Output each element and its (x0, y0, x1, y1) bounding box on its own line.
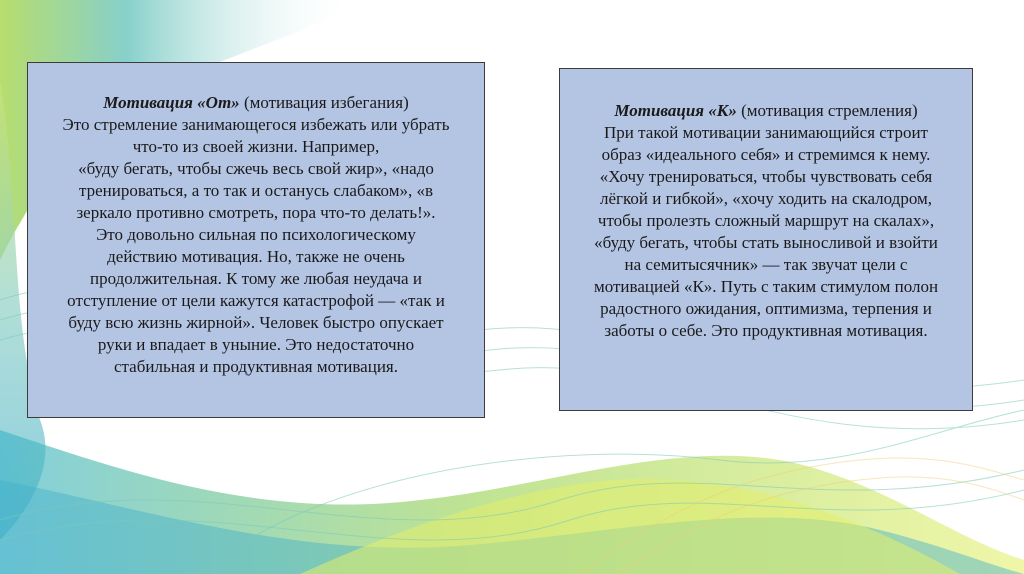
body-text-line: заботы о себе. Это продуктивная мотивация. (604, 321, 928, 340)
body-text-line: лёгкой и гибкой», «хочу ходить на скалодром, (599, 189, 933, 208)
body-text-line: продолжительная. К тому же любая неудача и (90, 269, 422, 288)
body-text-line: «буду бегать, чтобы стать выносливой и взойти (594, 233, 938, 252)
body-text-line: Это стремление занимающегося избежать или убрать (62, 115, 450, 134)
motivation-to-subtitle: (мотивация стремления) (736, 101, 918, 120)
body-text-line: стабильная и продуктивная мотивация. (113, 357, 398, 376)
body-text-line: чтобы пролезть сложный маршрут на скалах», (597, 211, 935, 230)
body-text-line: мотивацией «К». Путь с таким стимулом полон (593, 277, 939, 296)
body-text-line: отступление от цели кажутся катастрофой — «так и (67, 291, 445, 310)
body-text-line: Это довольно сильная по психологическому (96, 225, 416, 244)
body-text-line: «Хочу тренироваться, чтобы чувствовать себя (599, 167, 933, 186)
body-text-line: «буду бегать, чтобы сжечь весь свой жир», «надо (78, 159, 434, 178)
motivation-from-subtitle: (мотивация избегания) (239, 93, 409, 112)
body-text-line: что-то из своей жизни. Например, (132, 137, 380, 156)
motivation-to-heading (570, 100, 962, 122)
body-text-line: руки и впадает в уныние. Это недостаточно (97, 335, 415, 354)
motivation-from-card (27, 62, 485, 418)
motivation-to-card (559, 68, 973, 411)
body-text-line: буду всю жизнь жирной». Человек быстро опускает (68, 313, 444, 332)
body-text-line: образ «идеального себя» и стремимся к нему. (601, 145, 931, 164)
body-text-line: При такой мотивации занимающийся строит (604, 123, 928, 142)
body-text-line: зеркало противно смотреть, пора что-то делать!». (76, 203, 436, 222)
motivation-from-heading (38, 92, 474, 114)
body-text-line: на семитысячник» — так звучат цели с (624, 255, 908, 274)
body-text-line: тренироваться, а то так и останусь слабаком», «в (78, 181, 434, 200)
body-text-line: действию мотивация. Но, также не очень (107, 247, 405, 266)
motivation-to-title: Мотивация «К» (614, 101, 737, 120)
motivation-from-title: Мотивация «От» (103, 93, 240, 112)
body-text-line: радостного ожидания, оптимизма, терпения и (600, 299, 932, 318)
